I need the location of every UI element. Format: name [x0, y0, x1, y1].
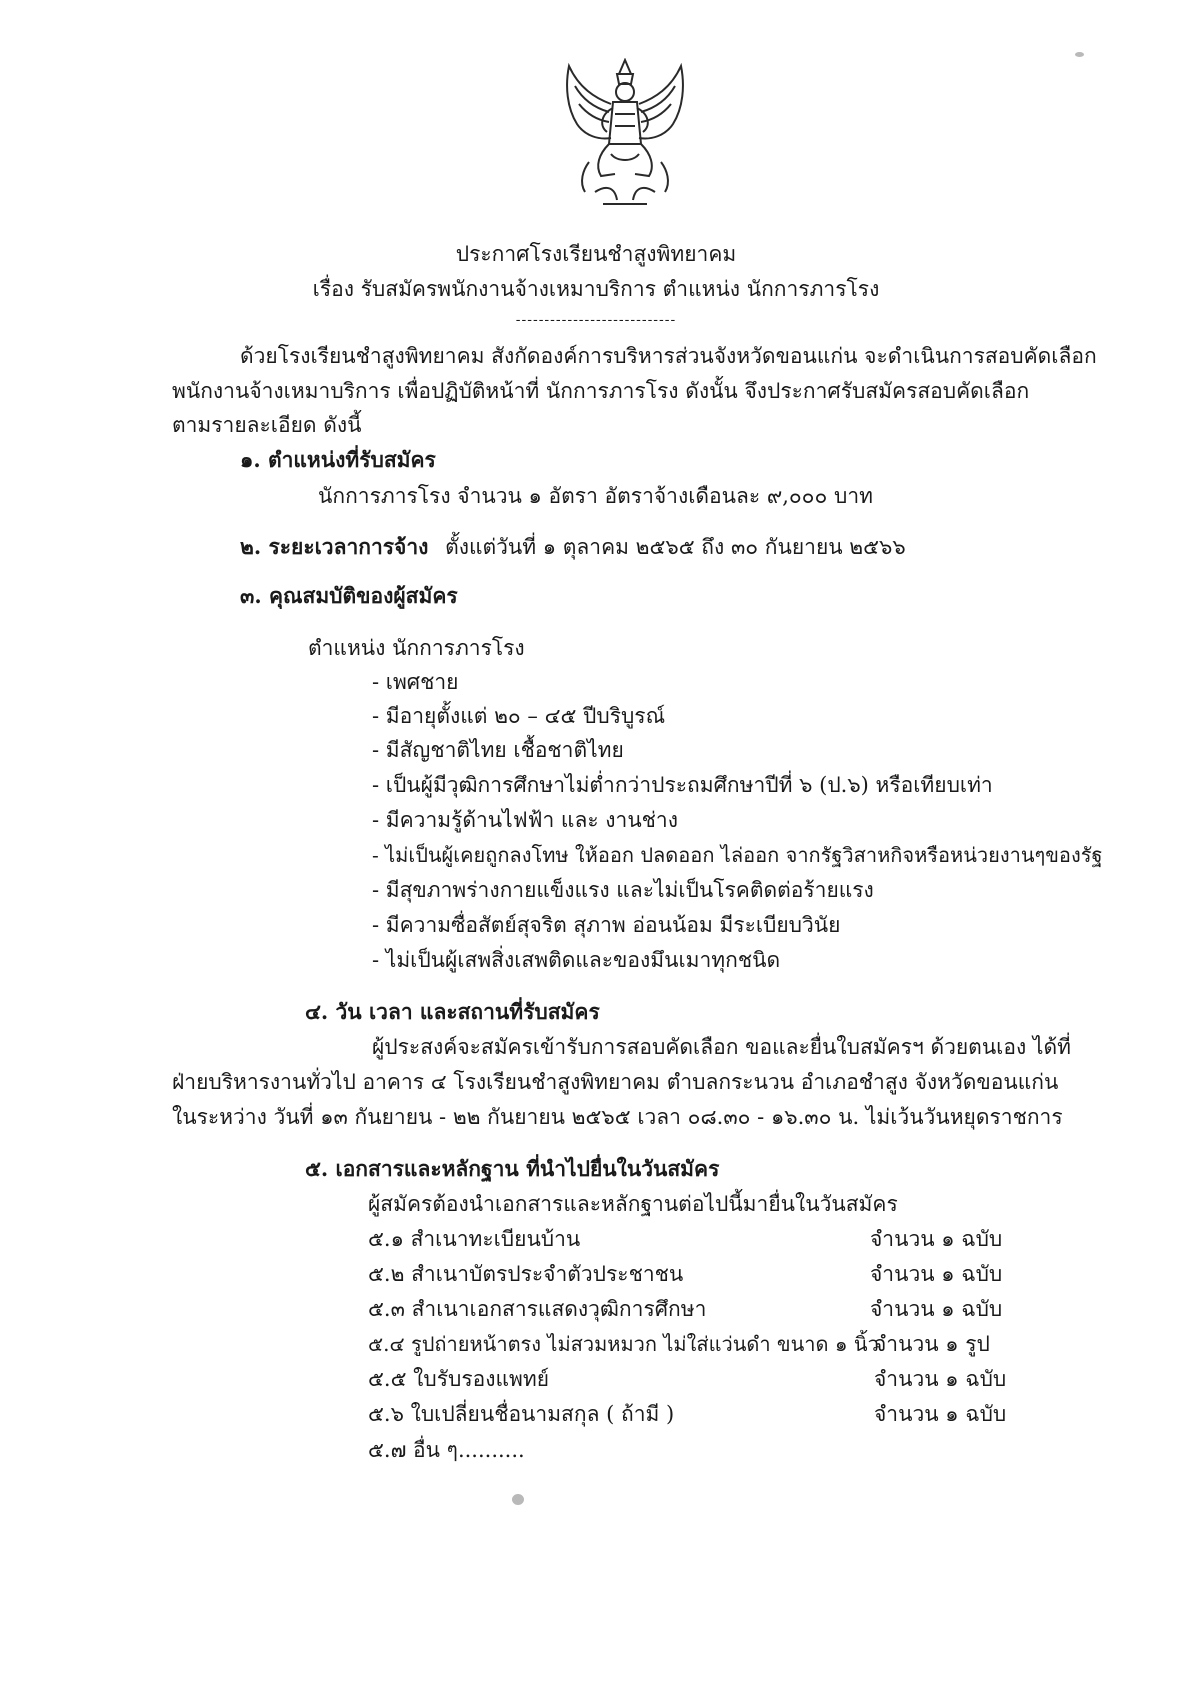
document-item-qty: จำนวน ๑ ฉบับ [870, 1227, 1003, 1251]
document-item-label: ๕.๗ อื่น ๆ.......... [368, 1438, 525, 1462]
section-5-heading: ๕. เอกสารและหลักฐาน ที่นำไปยื่นในวันสมัคร [305, 1156, 720, 1181]
qualification-item: - มีสุขภาพร่างกายแข็งแรง และไม่เป็นโรคติดต่อร้ายแรง [372, 878, 874, 902]
garuda-emblem [555, 58, 695, 210]
document-item-label: ๕.๖ ใบเปลี่ยนชื่อนามสกุล ( ถ้ามี ) [368, 1402, 675, 1426]
section-1-detail: นักการภารโรง จำนวน ๑ อัตรา อัตราจ้างเดือนละ ๙,๐๐๐ บาท [318, 484, 873, 508]
section-2-heading: ๒. ระยะเวลาการจ้าง [240, 534, 429, 559]
qualification-item: - เป็นผู้มีวุฒิการศึกษาไม่ต่ำกว่าประถมศึกษาปีที่ ๖ (ป.๖) หรือเทียบเท่า [372, 773, 993, 797]
intro-line-2: พนักงานจ้างเหมาบริการ เพื่อปฏิบัติหน้าที่ นักการภารโรง ดังนั้น จึงประกาศรับสมัครสอบคัดเลือก [172, 379, 1030, 403]
document-item-qty: จำนวน ๑ ฉบับ [870, 1262, 1003, 1286]
document-item-label: ๕.๔ รูปถ่ายหน้าตรง ไม่สวมหมวก ไม่ใส่แว่นดำ ขนาด ๑ นิ้ว [368, 1332, 879, 1356]
intro-line-1: ด้วยโรงเรียนชำสูงพิทยาคม สังกัดองค์การบริหารส่วนจังหวัดขอนแก่น จะดำเนินการสอบคัดเลือก [240, 344, 1097, 368]
section-4-heading: ๔. วัน เวลา และสถานที่รับสมัคร [305, 999, 600, 1024]
announcement-subject: เรื่อง รับสมัครพนักงานจ้างเหมาบริการ ตำแหน่ง นักการภารโรง [312, 277, 880, 301]
qualification-item: - มีความซื่อสัตย์สุจริต สุภาพ อ่อนน้อม มีระเบียบวินัย [372, 913, 841, 937]
qualification-item: - มีสัญชาติไทย เชื้อชาติไทย [372, 738, 624, 762]
scan-speck [512, 1494, 524, 1505]
qualification-item: - เพศชาย [372, 670, 459, 694]
document-item-qty: จำนวน ๑ ฉบับ [870, 1297, 1003, 1321]
qualification-item: - ไม่เป็นผู้เคยถูกลงโทษ ให้ออก ปลดออก ไล่ออก จากรัฐวิสาหกิจหรือหน่วยงานๆของรัฐ [372, 843, 1103, 867]
qualification-item: - มีความรู้ด้านไฟฟ้า และ งานช่าง [372, 808, 678, 832]
section-4-line-3: ในระหว่าง วันที่ ๑๓ กันยายน - ๒๒ กันยายน ๒๕๖๕ เวลา ๐๘.๓๐ - ๑๖.๓๐ น. ไม่เว้นวันหยุดราชการ [172, 1105, 1063, 1129]
section-4-line-2: ฝ่ายบริหารงานทั่วไป อาคาร ๔ โรงเรียนชำสูงพิทยาคม ตำบลกระนวน อำเภอชำสูง จังหวัดขอนแก่น [172, 1070, 1059, 1094]
document-item-qty: จำนวน ๑ รูป [874, 1332, 990, 1356]
section-1-heading: ๑. ตำแหน่งที่รับสมัคร [240, 447, 436, 472]
document-item-label: ๕.๕ ใบรับรองแพทย์ [368, 1367, 550, 1391]
document-item-label: ๕.๓ สำเนาเอกสารแสดงวุฒิการศึกษา [368, 1297, 707, 1321]
section-3-position: ตำแหน่ง นักการภารโรง [308, 636, 525, 660]
section-4-line-1: ผู้ประสงค์จะสมัครเข้ารับการสอบคัดเลือก ขอและยื่นใบสมัครฯ ด้วยตนเอง ได้ที่ [372, 1035, 1071, 1059]
document-item-label: ๕.๑ สำเนาทะเบียนบ้าน [368, 1227, 581, 1251]
qualification-item: - ไม่เป็นผู้เสพสิ่งเสพติดและของมึนเมาทุกชนิด [372, 948, 781, 972]
section-3-heading: ๓. คุณสมบัติของผู้สมัคร [240, 583, 458, 608]
scan-speck [1075, 52, 1084, 57]
document-item-label: ๕.๒ สำเนาบัตรประจำตัวประชาชน [368, 1262, 684, 1286]
section-2 [240, 533, 906, 561]
section-2-detail: ตั้งแต่วันที่ ๑ ตุลาคม ๒๕๖๕ ถึง ๓๐ กันยายน ๒๕๖๖ [445, 535, 906, 559]
intro-line-3: ตามรายละเอียด ดังนี้ [172, 413, 362, 437]
qualification-item: - มีอายุตั้งแต่ ๒๐ – ๔๕ ปีบริบูรณ์ [372, 704, 666, 728]
announcement-title: ประกาศโรงเรียนชำสูงพิทยาคม [455, 242, 737, 266]
document-item-qty: จำนวน ๑ ฉบับ [874, 1367, 1007, 1391]
document-item-qty: จำนวน ๑ ฉบับ [874, 1402, 1007, 1426]
separator-line: ---------------------------- [515, 312, 677, 328]
section-5-intro: ผู้สมัครต้องนำเอกสารและหลักฐานต่อไปนี้มายื่นในวันสมัคร [368, 1192, 898, 1216]
